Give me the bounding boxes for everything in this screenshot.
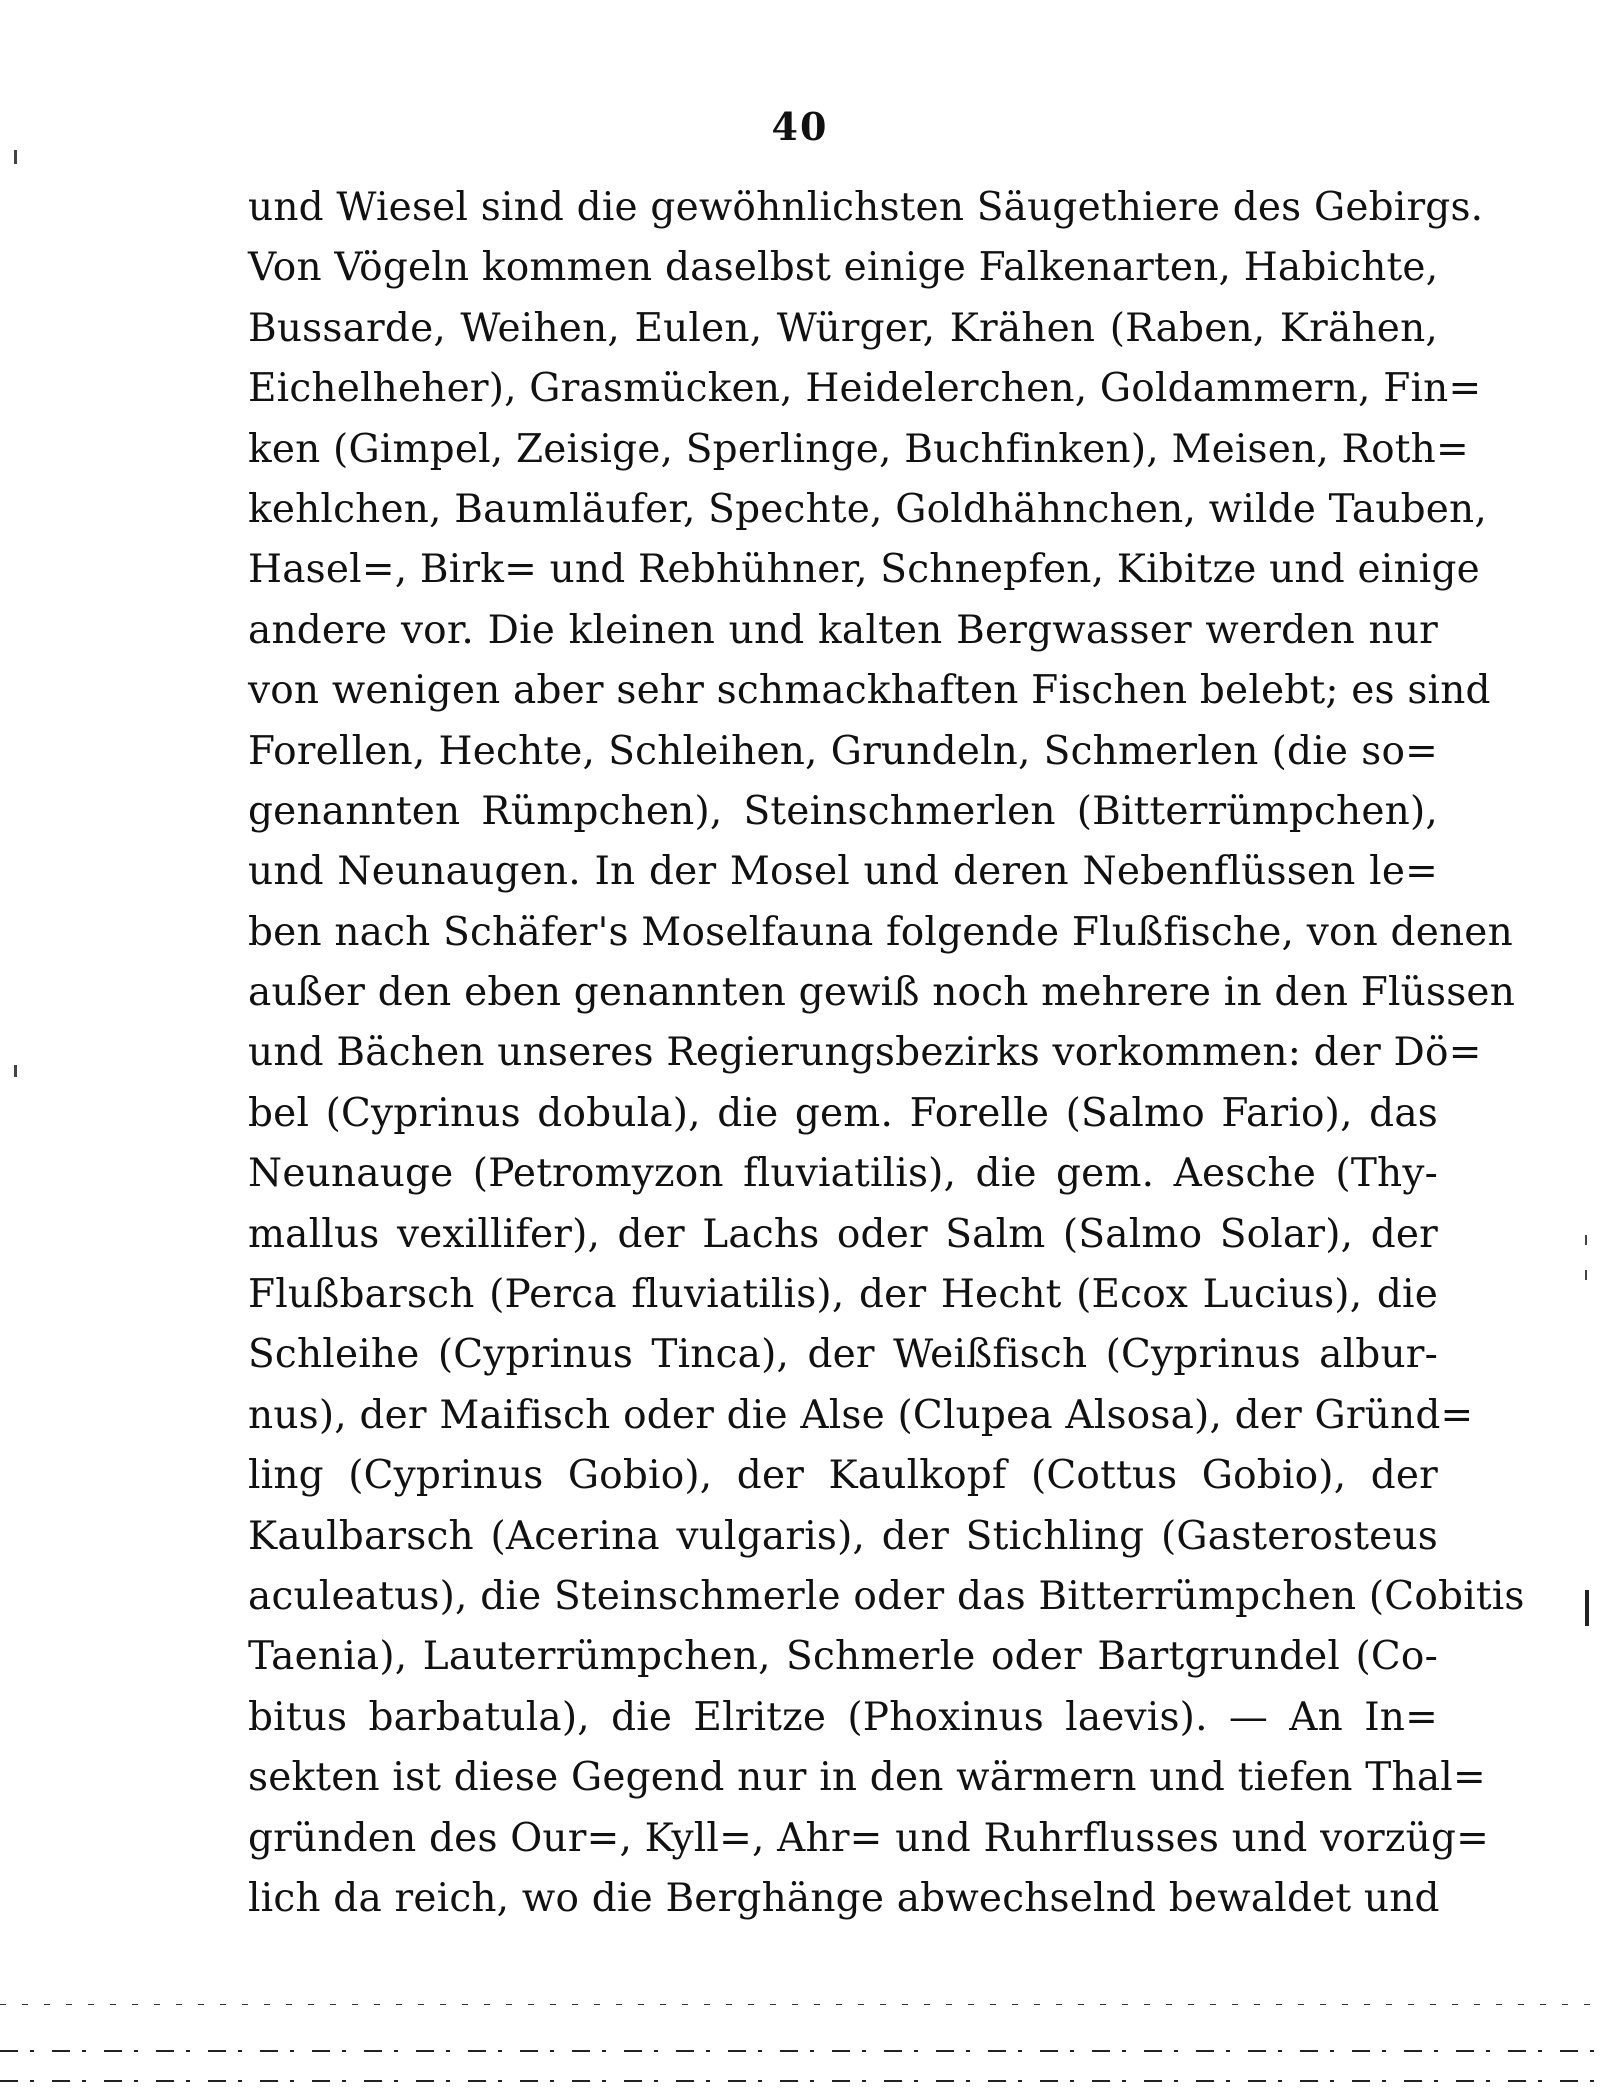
- text-line: kehlchen, Baumläufer, Spechte, Goldhähnchen, wilde Tauben,: [248, 486, 1487, 532]
- text-line: außer den eben genannten gewiß noch mehrere in den Flüssen: [248, 970, 1516, 1016]
- text-line: Neunauge (Petromyzon fluviatilis), die gem. Aesche (Thy-: [248, 1151, 1438, 1197]
- text-line: bel (Cyprinus dobula), die gem. Forelle (Salmo Fario), das: [248, 1090, 1438, 1136]
- page-number: 40: [771, 104, 829, 149]
- text-line: ling (Cyprinus Gobio), der Kaulkopf (Cottus Gobio), der: [248, 1453, 1438, 1499]
- text-line: genannten Rümpchen), Steinschmerlen (Bitterrümpchen),: [248, 788, 1438, 834]
- text-line: und Wiesel sind die gewöhnlichsten Säugethiere des Gebirgs.: [248, 185, 1484, 230]
- text-line: Flußbarsch (Perca fluviatilis), der Hecht (Ecox Lucius), die: [248, 1272, 1438, 1318]
- scan-artifact-line: [0, 2004, 1600, 2005]
- text-line: sekten ist diese Gegend nur in den wärmern und tiefen Thal=: [248, 1755, 1486, 1801]
- text-line: Bussarde, Weihen, Eulen, Würger, Krähen (Raben, Krähen,: [248, 305, 1438, 351]
- text-line: Eichelheher), Grasmücken, Heidelerchen, Goldammern, Fin=: [248, 366, 1482, 412]
- text-line: ben nach Schäfer's Moselfauna folgende Flußfische, von denen: [248, 909, 1513, 955]
- text-line: von wenigen aber sehr schmackhaften Fischen belebt; es sind: [248, 668, 1491, 714]
- text-line: nus), der Maifisch oder die Alse (Clupea Alsosa), der Gründ=: [248, 1392, 1474, 1438]
- margin-mark: [14, 1065, 17, 1077]
- margin-mark: [14, 150, 17, 164]
- scan-artifact-line: [0, 2050, 1600, 2052]
- text-line: ken (Gimpel, Zeisige, Sperlinge, Buchfinken), Meisen, Roth=: [248, 426, 1469, 472]
- margin-mark: [1585, 1590, 1589, 1626]
- text-line: Taenia), Lauterrümpchen, Schmerle oder Bartgrundel (Co-: [248, 1634, 1438, 1680]
- text-line: und Bächen unseres Regierungsbezirks vorkommen: der Dö=: [248, 1030, 1482, 1076]
- scan-artifact-line: [0, 2080, 1600, 2082]
- text-line: Schleihe (Cyprinus Tinca), der Weißfisch (Cyprinus albur-: [248, 1332, 1438, 1378]
- text-line: gründen des Our=, Kyll=, Ahr= und Ruhrflusses und vorzüg=: [248, 1815, 1490, 1861]
- text-line: andere vor. Die kleinen und kalten Bergwasser werden nur: [248, 607, 1438, 653]
- text-line: aculeatus), die Steinschmerle oder das Bitterrümpchen (Cobitis: [248, 1573, 1525, 1619]
- text-line: Kaulbarsch (Acerina vulgaris), der Stichling (Gasterosteus: [248, 1513, 1438, 1559]
- text-line: Hasel=, Birk= und Rebhühner, Schnepfen, Kibitze und einige: [248, 547, 1480, 593]
- text-line: Von Vögeln kommen daselbst einige Falkenarten, Habichte,: [248, 245, 1439, 291]
- body-text: [248, 178, 1525, 1929]
- margin-mark: [1585, 1235, 1587, 1245]
- text-line: und Neunaugen. In der Mosel und deren Nebenflüssen le=: [248, 849, 1438, 895]
- text-line: mallus vexillifer), der Lachs oder Salm (Salmo Solar), der: [248, 1211, 1438, 1257]
- text-line: Forellen, Hechte, Schleihen, Grundeln, Schmerlen (die so=: [248, 728, 1438, 774]
- text-line: lich da reich, wo die Berghänge abwechselnd bewaldet und: [248, 1875, 1440, 1921]
- text-line: bitus barbatula), die Elritze (Phoxinus laevis). — An In=: [248, 1694, 1438, 1740]
- margin-mark: [1585, 1270, 1587, 1280]
